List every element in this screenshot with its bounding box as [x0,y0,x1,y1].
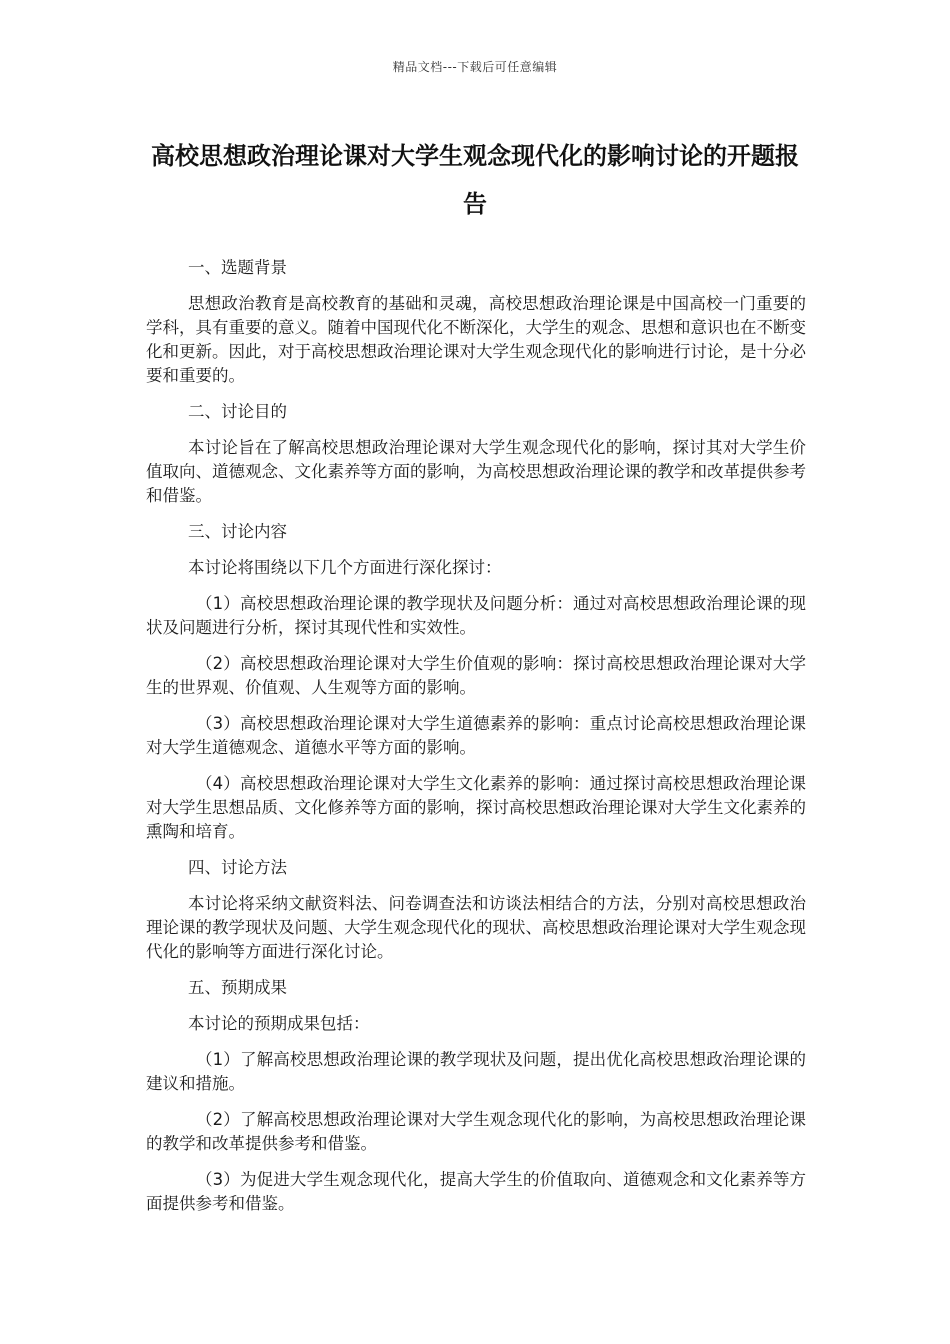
document-body [146,256,806,1228]
paragraph-method: 本讨论将采纳文献资料法、问卷调查法和访谈法相结合的方法，分别对高校思想政治理论课的教学现状及问题、大学生观念现代化的现状、高校思想政治理论课对大学生观念现代化的影响等方面进行深化讨论。 [146,894,806,961]
paragraph-results-intro: 本讨论的预期成果包括： [188,1014,370,1033]
section-heading-method: 四、讨论方法 [188,858,287,877]
section-heading-content: 三、讨论内容 [188,522,287,541]
content-item-3: （3）高校思想政治理论课对大学生道德素养的影响：重点讨论高校思想政治理论课对大学生道德观念、道德水平等方面的影响。 [146,714,806,757]
section-heading-results: 五、预期成果 [188,978,287,997]
section-heading-background: 一、选题背景 [188,258,287,277]
paragraph-background: 思想政治教育是高校教育的基础和灵魂，高校思想政治理论课是中国高校一门重要的学科，具有重要的意义。随着中国现代化不断深化，大学生的观念、思想和意识也在不断变化和更新。因此，对于高校思想政治理论课对大学生观念现代化的影响进行讨论，是十分必要和重要的。 [146,294,806,385]
result-item-2: （2）了解高校思想政治理论课对大学生观念现代化的影响，为高校思想政治理论课的教学和改革提供参考和借鉴。 [146,1110,806,1153]
section-heading-purpose: 二、讨论目的 [188,402,287,421]
content-item-1: （1）高校思想政治理论课的教学现状及问题分析：通过对高校思想政治理论课的现状及问题进行分析，探讨其现代性和实效性。 [146,594,806,637]
content-item-4: （4）高校思想政治理论课对大学生文化素养的影响：通过探讨高校思想政治理论课对大学生思想品质、文化修养等方面的影响，探讨高校思想政治理论课对大学生文化素养的熏陶和培育。 [146,774,806,841]
result-item-3: （3）为促进大学生观念现代化，提高大学生的价值取向、道德观念和文化素养等方面提供参考和借鉴。 [146,1170,806,1213]
page-header-note: 精品文档---下载后可任意编辑 [392,60,558,74]
paragraph-purpose: 本讨论旨在了解高校思想政治理论课对大学生观念现代化的影响，探讨其对大学生价值取向、道德观念、文化素养等方面的影响，为高校思想政治理论课的教学和改革提供参考和借鉴。 [146,438,806,505]
paragraph-content-intro: 本讨论将围绕以下几个方面进行深化探讨： [188,558,502,577]
content-item-2: （2）高校思想政治理论课对大学生价值观的影响：探讨高校思想政治理论课对大学生的世界观、价值观、人生观等方面的影响。 [146,654,806,697]
document-title: 高校思想政治理论课对大学生观念现代化的影响讨论的开题报告 [151,142,799,218]
result-item-1: （1）了解高校思想政治理论课的教学现状及问题，提出优化高校思想政治理论课的建议和措施。 [146,1050,806,1093]
